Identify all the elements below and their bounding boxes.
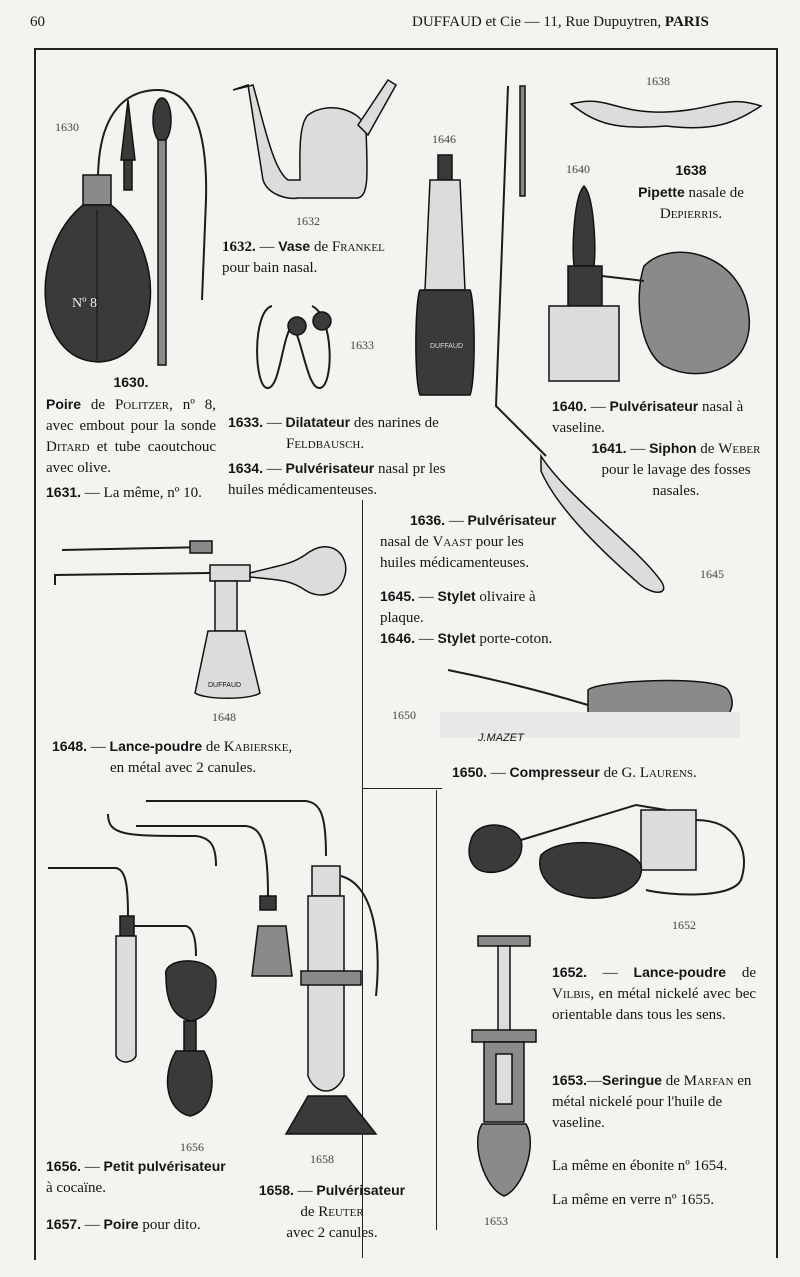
page-number: 60 — [30, 14, 45, 30]
caption-1645-number: 1645. — [380, 588, 416, 604]
caption-1640-name: Pulvérisateur — [609, 398, 699, 414]
caption-1633-name: Dilatateur — [285, 414, 351, 430]
column-divider-right — [436, 790, 437, 1230]
caption-1652-author: Vilbis, — [552, 986, 595, 1002]
caption-1653-rest: de — [665, 1073, 680, 1089]
figure-number-1640: 1640 — [566, 162, 590, 176]
caption-1630-number: 1630. — [113, 374, 149, 390]
caption-1657-number: 1657. — [46, 1216, 82, 1232]
caption-1630-pre: de — [90, 397, 106, 413]
figure-number-1658: 1658 — [310, 1152, 334, 1166]
caption-1631-text: — La même, nº 10. — [84, 485, 202, 501]
caption-1631 — [46, 482, 216, 504]
caption-1652-number: 1652. — [552, 964, 588, 980]
caption-1645 — [380, 586, 570, 629]
caption-1656-rest: à cocaïne. — [46, 1180, 106, 1196]
caption-1658 — [242, 1180, 422, 1244]
figure-number-1633: 1633 — [350, 338, 374, 352]
caption-1641-rest2: pour le lavage des fosses nasales. — [601, 462, 751, 499]
caption-1632-name: Vase — [278, 238, 311, 254]
syringe-marfan-illustration — [470, 934, 540, 1199]
caption-1653-dash: — — [587, 1073, 603, 1089]
nasal-bath-vessel-illustration — [228, 70, 398, 210]
figure-number-1648: 1648 — [212, 710, 236, 724]
caption-1636-number: 1636. — [410, 512, 446, 528]
caption-1640-number: 1640. — [552, 398, 588, 414]
caption-1648-number: 1648. — [52, 738, 88, 754]
caption-1630-rest2: et tube caoutchouc avec olive. — [46, 439, 217, 476]
caption-1641-name: Siphon — [649, 440, 697, 456]
caption-1641-number: 1641. — [591, 440, 627, 456]
caption-1650-number: 1650. — [452, 764, 488, 780]
horizontal-divider — [362, 788, 442, 789]
caption-1653-name: Seringue — [602, 1072, 662, 1088]
caption-1632-rest: pour bain nasal. — [222, 260, 318, 276]
engraved-duffaud-1646: DUFFAUD — [430, 343, 464, 350]
engraved-mazet: J.MAZET — [478, 732, 524, 744]
caption-1658-number: 1658. — [258, 1182, 294, 1198]
figure-number-1656: 1656 — [180, 1140, 204, 1154]
caption-1657-name: Poire — [103, 1216, 139, 1232]
caption-1632-pre: de — [313, 239, 329, 255]
caption-1658-rest2: avec 2 canules. — [286, 1225, 378, 1241]
engraved-number-8: Nº 8 — [72, 296, 97, 311]
caption-1658-author: Reuter — [318, 1204, 364, 1220]
caption-1658-name: Pulvérisateur — [316, 1182, 406, 1198]
caption-1653-rest2: en métal nickelé pour l'huile de vaseline. — [552, 1073, 752, 1131]
atomizer-reuter-illustration — [136, 796, 396, 1141]
caption-1646-number: 1646. — [380, 630, 416, 646]
caption-1636 — [380, 510, 560, 574]
figure-number-1630: 1630 — [55, 120, 79, 134]
caption-1641-dash: — — [630, 441, 646, 457]
powder-blower-kabierske-illustration — [50, 535, 350, 705]
caption-1648 — [52, 736, 352, 779]
publisher-address: — 11, Rue Dupuytren, — [524, 14, 662, 30]
caption-1634-dash: — — [266, 461, 282, 477]
caption-1653-number: 1653. — [552, 1072, 588, 1088]
caption-1658-dash: — — [297, 1183, 313, 1199]
caption-1658-rest: de — [300, 1204, 315, 1220]
caption-1632-number: 1632. — [222, 239, 256, 255]
powder-blower-vilbis-illustration — [466, 800, 756, 915]
caption-1657-rest: pour dito. — [142, 1217, 201, 1233]
caption-1641-author: Weber — [718, 441, 761, 457]
publisher-city: PARIS — [664, 14, 709, 30]
caption-1640-dash: — — [590, 399, 606, 415]
figure-number-1650: 1650 — [392, 708, 416, 722]
caption-1633-dash: — — [266, 415, 282, 431]
caption-1636-dash: — — [448, 513, 464, 529]
caption-1630-author2: Ditard — [46, 439, 90, 455]
caption-1632-author: Frankel — [331, 239, 385, 255]
caption-1638-rest: nasale de — [688, 185, 744, 201]
caption-1632-dash: — — [259, 239, 275, 255]
figure-number-1632: 1632 — [296, 214, 320, 228]
figure-number-1652: 1652 — [672, 918, 696, 932]
column-divider-upper — [362, 500, 363, 790]
figure-number-1638: 1638 — [646, 74, 670, 88]
caption-1640 — [552, 396, 762, 439]
caption-1653-author: Marfan — [683, 1073, 734, 1089]
caption-1648-rest: de — [205, 739, 221, 755]
caption-1652 — [552, 962, 756, 1026]
caption-1632 — [222, 236, 392, 279]
caption-1646 — [380, 628, 590, 650]
caption-1652-rest2: en métal nickelé avec bec orientable dans tous les sens. — [552, 986, 757, 1023]
caption-1641 — [590, 438, 762, 502]
caption-1641-rest: de — [700, 441, 715, 457]
caption-1655: La même en verre nº 1655. — [552, 1192, 715, 1208]
caption-1646-name: Stylet — [437, 630, 476, 646]
caption-1653 — [552, 1070, 756, 1134]
page-frame-right — [776, 48, 778, 1258]
caption-1648-dash: — — [90, 739, 106, 755]
publisher-name: DUFFAUD et Cie — [412, 14, 521, 30]
oil-atomizer-bottle-illustration — [410, 150, 480, 400]
caption-1652-rest: de — [741, 965, 756, 981]
caption-1634-number: 1634. — [228, 460, 264, 476]
caption-1630-name: Poire — [46, 396, 82, 412]
caption-1650-rest: de G. — [603, 765, 637, 781]
caption-1656-dash: — — [84, 1159, 100, 1175]
caption-1654: La même en ébonite nº 1654. — [552, 1158, 728, 1174]
caption-1636-author: Vaast — [432, 534, 473, 550]
caption-1646-rest: porte-coton. — [479, 631, 553, 647]
figure-number-1646: 1646 — [432, 132, 456, 146]
caption-1636-name: Pulvérisateur — [467, 512, 557, 528]
caption-1645-rest: olivaire à plaque. — [380, 589, 536, 626]
caption-1630-rest: , nº 8, avec embout pour la sonde — [46, 397, 217, 434]
caption-1638-number: 1638 — [675, 162, 707, 178]
caption-1656-name: Petit pulvérisateur — [103, 1158, 226, 1174]
caption-1652-name: Lance-poudre — [633, 964, 727, 980]
caption-1638-author: Depierris. — [659, 206, 723, 222]
caption-1645-dash: — — [418, 589, 434, 605]
caption-1633 — [228, 412, 478, 455]
caption-1648-name: Lance-poudre — [109, 738, 203, 754]
caption-1636-rest2: pour les huiles médicamenteuses. — [380, 534, 530, 571]
caption-1648-rest2: en métal avec 2 canules. — [110, 760, 257, 776]
figure-number-1653: 1653 — [484, 1214, 508, 1228]
caption-1634-rest: nasal pr les huiles médicamenteuses. — [228, 461, 446, 498]
pipette-illustration — [566, 94, 766, 134]
caption-1657 — [46, 1214, 236, 1236]
engraved-duffaud-1648: DUFFAUD — [208, 682, 242, 689]
caption-1640-rest: nasal à vaseline. — [552, 399, 744, 436]
caption-1631-number: 1631. — [46, 484, 82, 500]
caption-1633-author: Feldbausch. — [286, 436, 365, 452]
caption-1633-rest: des narines de — [353, 415, 439, 431]
caption-1636-rest: nasal de — [380, 534, 429, 550]
figure-number-1645: 1645 — [700, 567, 724, 581]
caption-1634-name: Pulvérisateur — [285, 460, 375, 476]
nostril-dilator-illustration — [252, 296, 342, 396]
caption-1630 — [46, 372, 216, 479]
caption-1656 — [46, 1156, 226, 1199]
caption-1646-dash: — — [418, 631, 434, 647]
caption-1656-number: 1656. — [46, 1158, 82, 1174]
caption-1650 — [452, 762, 762, 784]
caption-1650-author: Laurens. — [639, 765, 697, 781]
caption-1630-author: Politzer — [114, 397, 170, 413]
caption-1645-name: Stylet — [437, 588, 476, 604]
caption-1638-name: Pipette — [638, 184, 685, 200]
caption-1652-dash: — — [602, 965, 618, 981]
caption-1634 — [228, 458, 478, 501]
vaseline-atomizer-illustration — [544, 186, 766, 386]
running-header — [412, 14, 709, 31]
caption-1633-number: 1633. — [228, 414, 264, 430]
caption-1650-dash: — — [490, 765, 506, 781]
caption-1648-author: Kabierske, — [223, 739, 293, 755]
caption-1657-dash: — — [84, 1217, 100, 1233]
caption-1650-name: Compresseur — [509, 764, 600, 780]
